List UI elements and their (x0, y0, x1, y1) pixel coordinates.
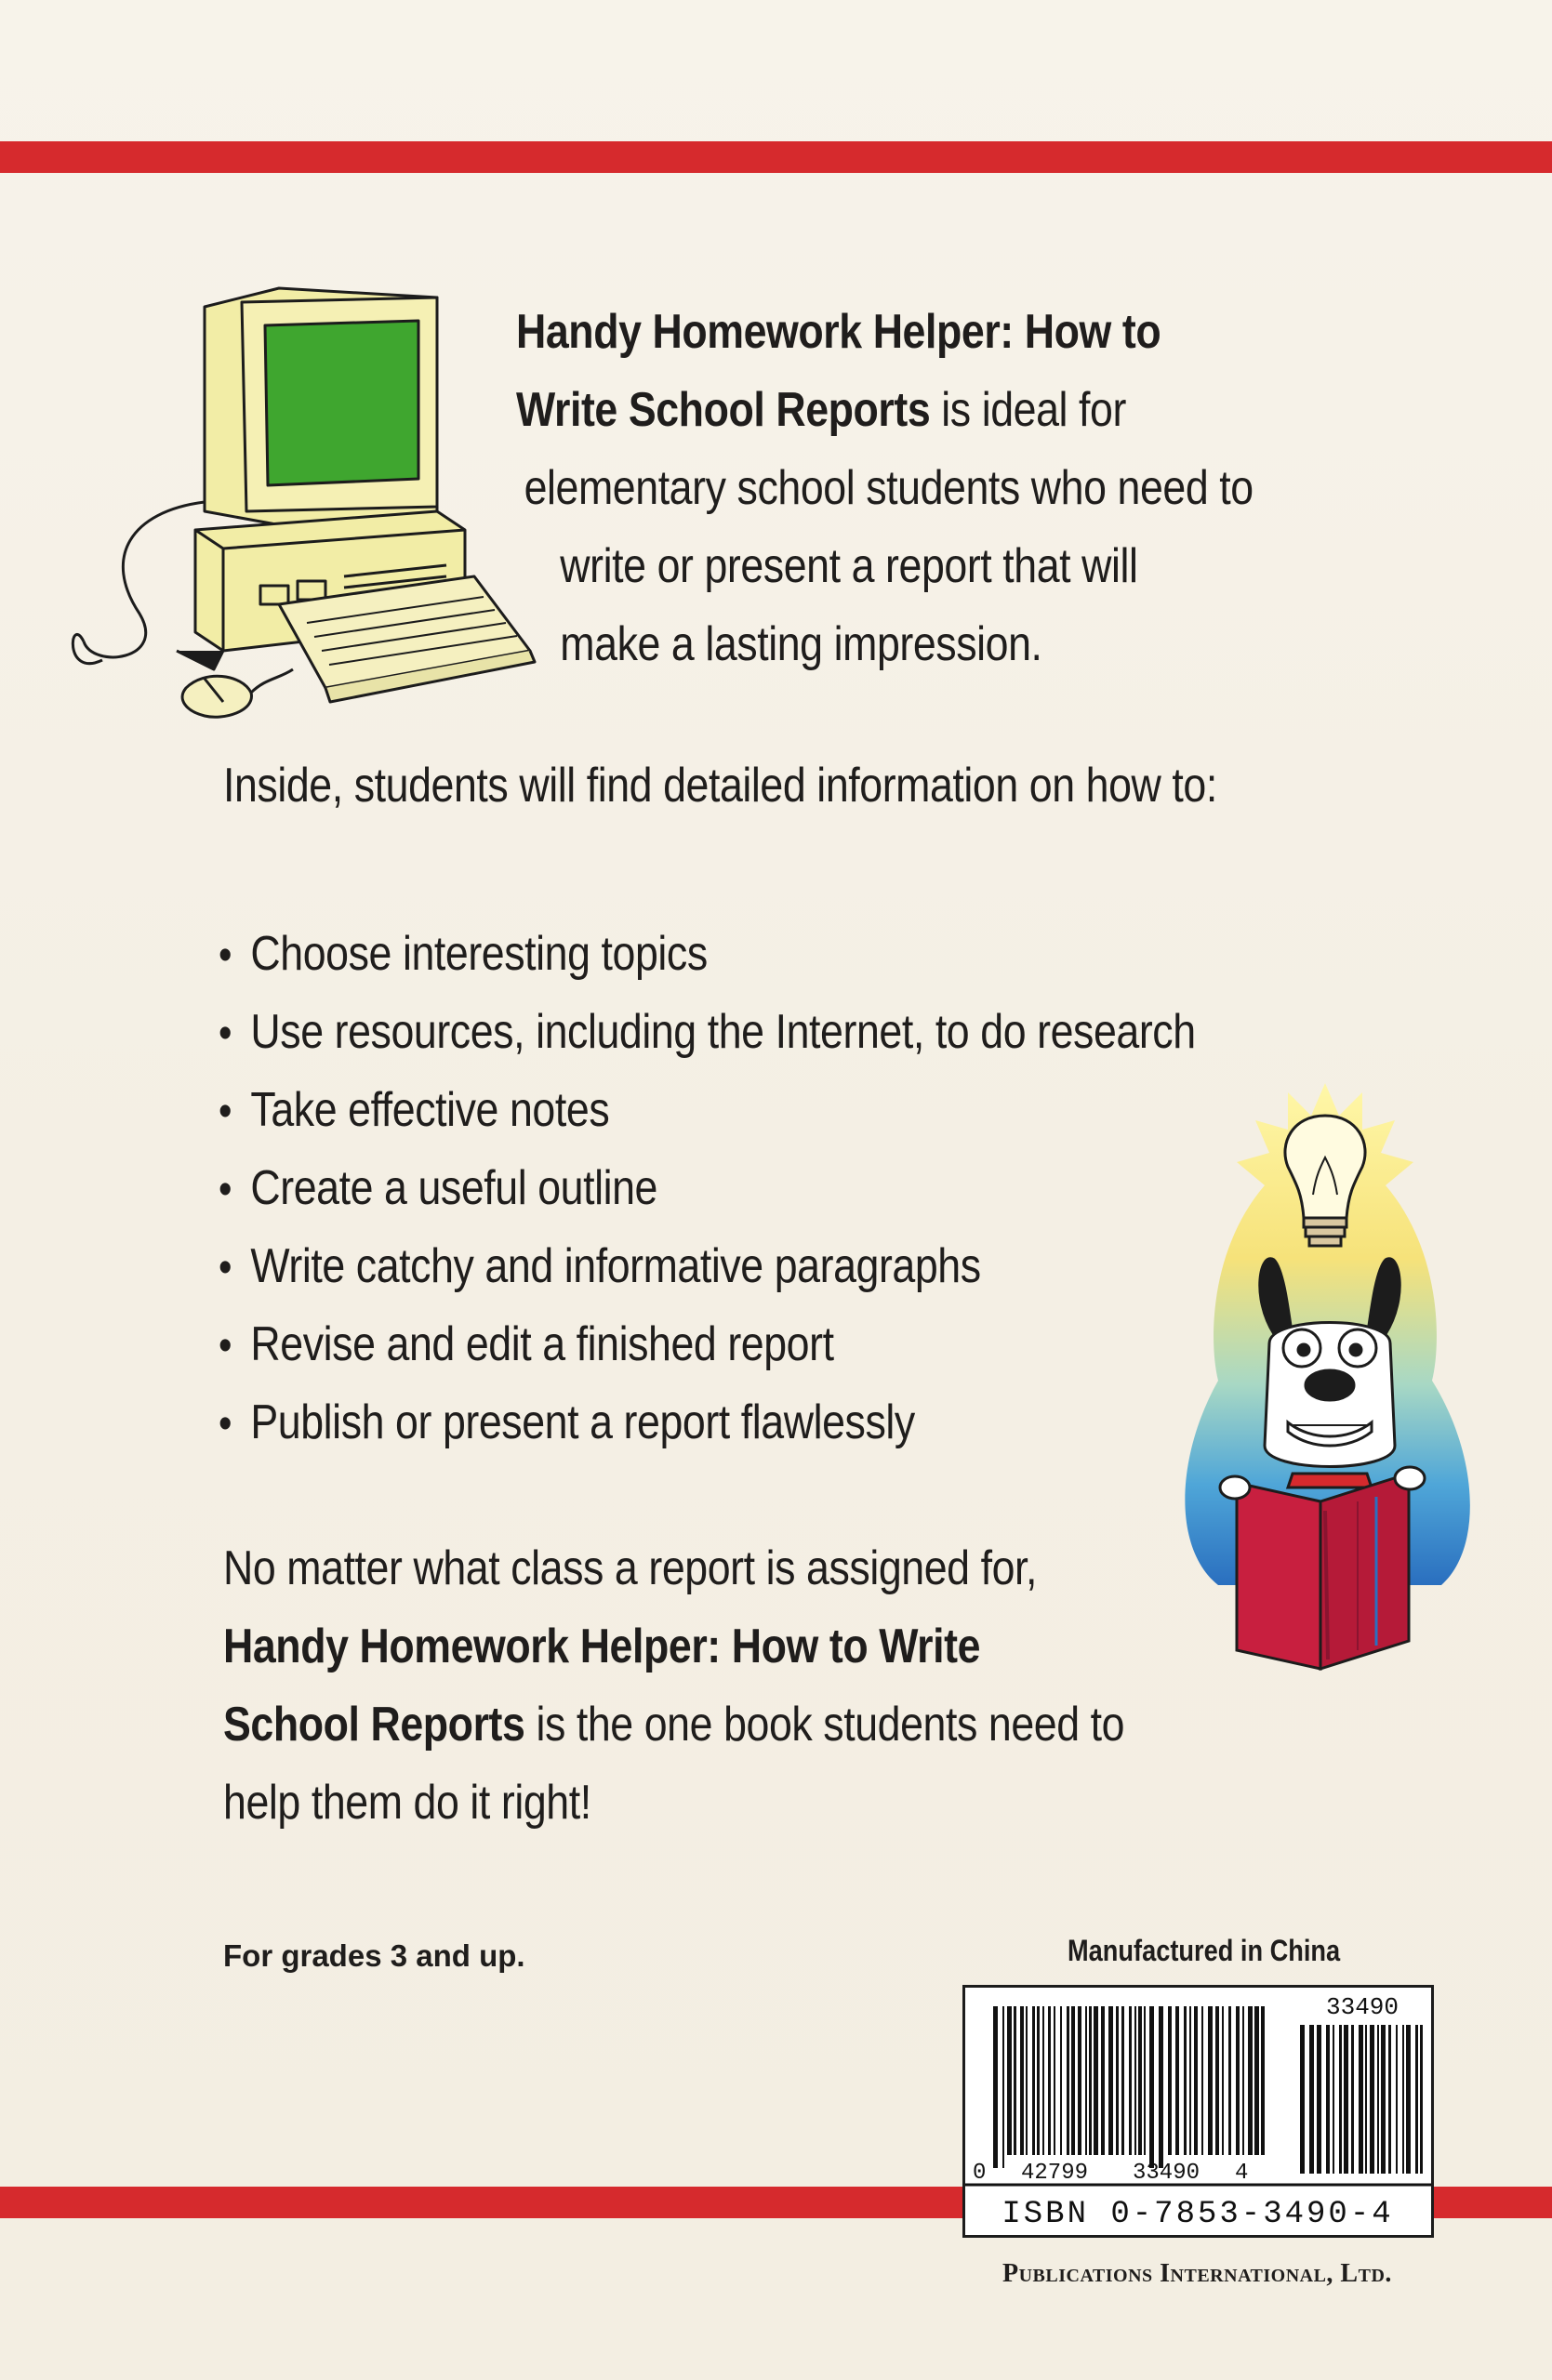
closing-paragraph (223, 1529, 1125, 1842)
barcode-bar (1071, 2006, 1075, 2155)
barcode-bar (1159, 2006, 1163, 2168)
barcode-bar (1208, 2006, 1213, 2155)
barcode-bar (993, 2006, 998, 2168)
barcode-bar (1144, 2006, 1146, 2155)
barcode-right-digit: 4 (1235, 2161, 1249, 2186)
barcode-bar (1149, 2006, 1154, 2168)
barcode-bar (1370, 2025, 1374, 2174)
barcode-bar (1317, 2025, 1321, 2174)
barcode-bar (1388, 2025, 1391, 2174)
barcode-bar (1333, 2025, 1334, 2174)
barcode-bar (1134, 2006, 1136, 2155)
barcode-bar (1026, 2006, 1028, 2155)
barcode-right-group: 33490 (1133, 2161, 1200, 2186)
barcode-bar (1309, 2025, 1314, 2174)
intro-line3: elementary school students who need to (524, 461, 1254, 515)
list-item: • Write catchy and informative paragraphs (219, 1228, 1196, 1306)
lightbulb-dog-reading-illustration (1162, 1064, 1488, 1678)
barcode-bar (1201, 2006, 1203, 2155)
barcode-bar (1402, 2025, 1404, 2174)
barcode-bar (1020, 2006, 1024, 2155)
barcode-bar (1381, 2025, 1386, 2174)
publisher-name: Publications International, Ltd. (1002, 2259, 1392, 2288)
barcode-bar (1351, 2025, 1354, 2174)
closing-line1: No matter what class a report is assigned for, (223, 1541, 1038, 1595)
computer-illustration (65, 279, 549, 725)
manufactured-note: Manufactured in China (1068, 1934, 1341, 1967)
barcode-bar (1054, 2006, 1055, 2155)
closing-title-line1: Handy Homework Helper: How to Write (223, 1620, 981, 1673)
barcode-bar (1089, 2006, 1092, 2155)
isbn-number: ISBN 0-7853-3490-4 (1002, 2197, 1394, 2232)
barcode-bar (1359, 2025, 1363, 2174)
barcode-bar (1261, 2006, 1265, 2155)
barcode-bar (1236, 2006, 1240, 2155)
barcode-bar (1042, 2006, 1044, 2155)
barcode-bar (1228, 2006, 1231, 2155)
grade-level-note: For grades 3 and up. (223, 1938, 525, 1973)
list-item: • Revise and edit a finished report (219, 1306, 1196, 1384)
intro-line2-rest: is ideal for (930, 383, 1126, 437)
barcode-bar (1189, 2006, 1191, 2155)
list-item: • Take effective notes (219, 1072, 1196, 1150)
barcode-bar (1248, 2006, 1253, 2155)
barcode-bar (1344, 2025, 1348, 2174)
barcode-bar (1101, 2006, 1105, 2155)
barcode-bar (1194, 2006, 1198, 2155)
barcode-bar (1108, 2006, 1113, 2155)
barcode-bar (1175, 2006, 1179, 2155)
barcode-bar (1085, 2006, 1087, 2155)
barcode-bar (1067, 2006, 1069, 2155)
closing-title-line2: School Reports (223, 1698, 525, 1752)
barcode-bar (1184, 2006, 1187, 2155)
barcode-bar (1129, 2006, 1132, 2155)
closing-line4: help them do it right! (223, 1776, 591, 1830)
barcode-bar (1007, 2006, 1012, 2155)
barcode-bar (1222, 2006, 1224, 2155)
barcode-bar (1420, 2025, 1423, 2174)
list-item: • Choose interesting topics (219, 916, 1196, 994)
barcode-bar (1014, 2006, 1016, 2155)
barcode-bar (1116, 2006, 1119, 2155)
barcode-bar (1377, 2025, 1379, 2174)
barcode-bar (1254, 2006, 1259, 2155)
intro-line4: write or present a report that will (560, 539, 1138, 593)
barcode-bar (1415, 2025, 1418, 2174)
barcode-bar (1339, 2025, 1342, 2174)
barcode-bar (1078, 2006, 1081, 2155)
barcode-bar (1396, 2025, 1398, 2174)
barcode-bar (1300, 2025, 1305, 2174)
barcode (965, 1988, 1431, 2235)
barcode-bar (1037, 2006, 1040, 2155)
intro-line5: make a lasting impression. (560, 617, 1042, 671)
barcode-bar (1060, 2006, 1062, 2155)
barcode-bar (1326, 2025, 1330, 2174)
skills-list (219, 916, 1196, 1462)
intro-paragraph (516, 293, 1254, 683)
list-item: • Use resources, including the Internet, to do research (219, 994, 1196, 1072)
barcode-bar (1048, 2006, 1051, 2155)
isbn-barcode-box (962, 1985, 1434, 2238)
barcode-bar (1406, 2025, 1411, 2174)
barcode-bar (1032, 2006, 1035, 2155)
barcode-bar (1121, 2006, 1124, 2155)
barcode-left-group: 42799 (1021, 2161, 1089, 2186)
barcode-bar (1365, 2025, 1367, 2174)
list-item: • Create a useful outline (219, 1150, 1196, 1228)
barcode-bar (1168, 2006, 1172, 2155)
barcode-addon-number: 33490 (1326, 1993, 1399, 2021)
barcode-bar (1094, 2006, 1098, 2155)
barcode-bar (1138, 2006, 1142, 2155)
intro-title-line1: Handy Homework Helper: How to (516, 305, 1161, 359)
barcode-bar (1242, 2006, 1244, 2155)
intro-title-line2: Write School Reports (516, 383, 931, 437)
barcode-bar (1215, 2006, 1219, 2155)
barcode-left-digit: 0 (973, 2161, 987, 2186)
list-item: • Publish or present a report flawlessly (219, 1384, 1196, 1462)
top-red-stripe (0, 141, 1552, 173)
closing-line3-rest: is the one book students need to (524, 1698, 1125, 1752)
barcode-bar (1002, 2006, 1004, 2168)
lead-sentence: Inside, students will find detailed information on how to: (223, 759, 1217, 813)
